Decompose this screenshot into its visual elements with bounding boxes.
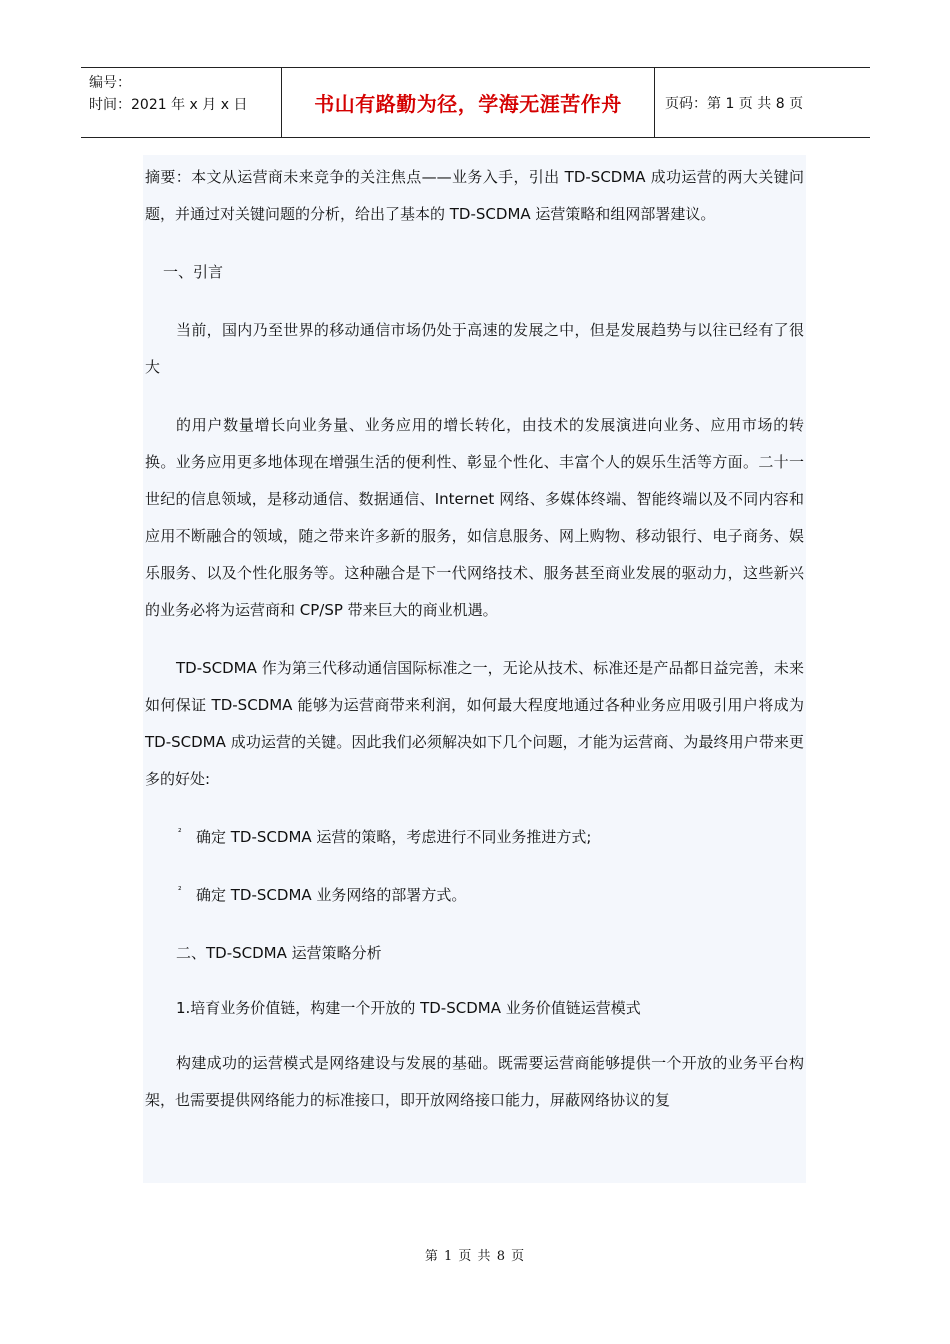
body-paragraph-2: 的用户数量增长向业务量、业务应用的增长转化，由技术的发展演进向业务、应用市场的转换。业务应用更多地体现在增强生活的便利性、彰显个性化、丰富个人的娱乐生活等方面。二十一世纪的信息领域，是移动通信、数据通信、Internet 网络、多媒体终端、智能终端以及不同内容和应用不断融合的领域，随之带来许多新的服务，如信息服务、网上购物、移动银行、电子商务、娱乐服务、以及个性化服务等。这种融合是下一代网络技术、服务甚至商业发展的驱动力，这些新兴的业务必将为运营商和 CP/SP 带来巨大的商业机遇。: [145, 416, 804, 619]
body-paragraph-3: TD-SCDMA 作为第三代移动通信国际标准之一，无论从技术、标准还是产品都日益完善，未来如何保证 TD-SCDMA 能够为运营商带来利润，如何最大程度地通过各种业务应用吸引用户将成为 TD-SCDMA 成功运营的关键。因此我们必须解决如下几个问题，才能为运营商、为最终用户带来更多的好处:: [145, 659, 804, 788]
document-date: 时间：2021 年 x 月 x 日: [89, 97, 248, 113]
header-page-code: 页码：第 1 页 共 8 页: [665, 95, 804, 112]
body-paragraph-1: 当前，国内乃至世界的移动通信市场仍处于高速的发展之中，但是发展趋势与以往已经有了很大: [145, 321, 804, 376]
page-footer: 第 1 页 共 8 页: [424, 1249, 526, 1264]
header-table: [81, 67, 870, 138]
header-motto: 书山有路勤为径，学海无涯苦作舟: [314, 92, 622, 116]
list-item-text: 确定 TD-SCDMA 运营的策略，考虑进行不同业务推进方式;: [196, 828, 592, 846]
list-item: [145, 819, 804, 856]
document-body: [143, 155, 806, 1183]
header-meta-cell: [81, 68, 281, 137]
section-heading-strategy: 二、TD-SCDMA 运营策略分析: [176, 944, 382, 962]
subsection-heading-value-chain: 1.培育业务价值链，构建一个开放的 TD-SCDMA 业务价值链运营模式: [176, 999, 641, 1017]
document-number-label: 编号：: [89, 75, 131, 91]
abstract-paragraph: 摘要：本文从运营商未来竞争的关注焦点——业务入手，引出 TD-SCDMA 成功运营的两大关键问题，并通过对关键问题的分析，给出了基本的 TD-SCDMA 运营策略和组网部署建议。: [145, 168, 804, 223]
list-item: [145, 877, 804, 914]
body-paragraph-4: 构建成功的运营模式是网络建设与发展的基础。既需要运营商能够提供一个开放的业务平台构架，也需要提供网络能力的标准接口，即开放网络接口能力，屏蔽网络协议的复: [145, 1054, 804, 1109]
bullet-icon: ²: [178, 886, 182, 896]
section-heading-introduction: 一、引言: [163, 263, 224, 281]
header-page-cell: [655, 68, 870, 137]
list-item-text: 确定 TD-SCDMA 业务网络的部署方式。: [196, 886, 467, 904]
bullet-icon: ²: [178, 828, 182, 838]
header-motto-cell: [281, 68, 655, 137]
